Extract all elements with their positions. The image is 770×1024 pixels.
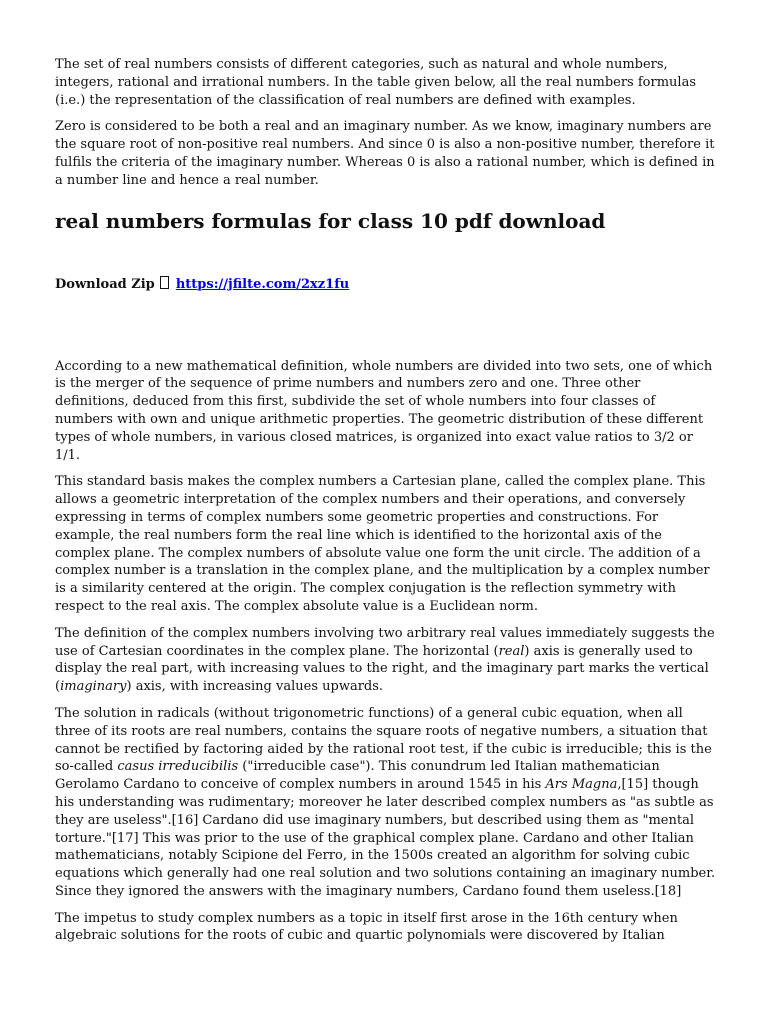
emphasis-casus: casus irreducibilis — [117, 759, 239, 775]
text-run: The solution in radicals (without trigonometric functions) of a general cubic equation, when all three of its roots are real numbers, contains the square roots of negative numbers, a situation that cannot be rectified by factoring aided by the rational root test, if the cubic is irreducible; this is the so-called — [55, 705, 712, 775]
emphasis-imaginary: imaginary — [60, 679, 127, 695]
text-run: ,[15] though his understanding was rudimentary; moreover he later described complex numbers as "as subtle as they are useless".[16] Cardano did use imaginary numbers, but described using them as "mental torture."[17] This was prior to the use of the graphical complex plane. Cardano and other Italian mathematicians, notably Scipione del Ferro, in the 1500s created an algorithm for solving cubic equations which generally had one real solution and two solutions containing an imaginary number. Since they ignored the answers with the imaginary numbers, Cardano found them useless.[18] — [55, 777, 716, 899]
page-title: real numbers formulas for class 10 pdf download — [55, 208, 606, 233]
text-run: ) axis is generally used to display the real part, with increasing values to the right, and the imaginary part marks the vertical ( — [55, 643, 709, 695]
missing-glyph-icon — [160, 276, 169, 289]
emphasis-real: real — [498, 643, 525, 659]
download-link[interactable]: https://jfilte.com/2xz1fu — [175, 276, 350, 292]
download-line — [55, 276, 717, 293]
intro-paragraph-1: The set of real numbers consists of different categories, such as natural and whole numbers, integers, rational and irrational numbers. In the table given below, all the real numbers formulas (i.e.) the representation of the classification of real numbers are defined with examples. — [55, 57, 696, 108]
document-page — [55, 56, 717, 954]
emphasis-ars-magna: Ars Magna — [545, 777, 618, 793]
text-run: ) axis, with increasing values upwards. — [126, 679, 384, 695]
body-paragraph-4 — [55, 705, 717, 901]
body-paragraph-2: This standard basis makes the complex numbers a Cartesian plane, called the complex plane. This allows a geometric interpretation of the complex numbers and their operations, and conversely expressing in terms of complex numbers some geometric properties and constructions. For example, the real numbers form the real line which is identified to the horizontal axis of the complex plane. The complex numbers of absolute value one form the unit circle. The addition of a complex number is a translation in the complex plane, and the multiplication by a complex number is a similarity centered at the origin. The complex conjugation is the reflection symmetry with respect to the real axis. The complex absolute value is a Euclidean norm. — [55, 474, 710, 614]
text-run: The definition of the complex numbers involving two arbitrary real values immediately suggests the use of Cartesian coordinates in the complex plane. The horizontal ( — [55, 625, 715, 659]
body-paragraph-1: According to a new mathematical definition, whole numbers are divided into two sets, one of which is the merger of the sequence of prime numbers and numbers zero and one. Three other definitions, deduced from this first, subdivide the set of whole numbers into four classes of numbers with own and unique arithmetic properties. The geometric distribution of these different types of whole numbers, in various closed matrices, is organized into exact value ratios to 3/2 or 1/1. — [55, 358, 713, 463]
text-run: ("irreducible case"). This conundrum led Italian mathematician Gerolamo Cardano to conceive of complex numbers in around 1545 in his — [55, 759, 660, 793]
intro-paragraph-2: Zero is considered to be both a real and an imaginary number. As we know, imaginary numbers are the square root of non-positive real numbers. And since 0 is also a non-positive number, therefore it fulfils the criteria of the imaginary number. Whereas 0 is also a rational number, which is defined in a number line and hence a real number. — [55, 119, 715, 188]
body-paragraph-5: The impetus to study complex numbers as a topic in itself first arose in the 16th century when algebraic solutions for the roots of cubic and quartic polynomials were discovered by Italian — [55, 910, 678, 944]
download-label: Download Zip — [55, 276, 155, 292]
body-paragraph-3 — [55, 625, 717, 696]
